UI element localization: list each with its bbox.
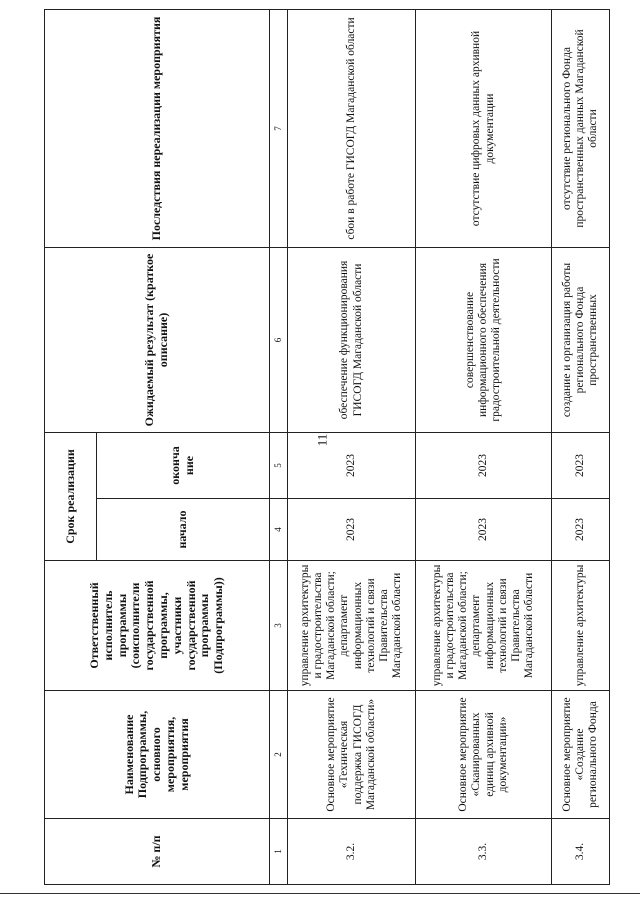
header-name: Наименование Подпрограммы, основного мероприятия, мероприятия [45,691,270,819]
row-executor: управление архитектуры [552,561,610,691]
row-start: 2023 [416,499,552,561]
column-number: 2 [270,691,288,819]
table-row [552,9,610,884]
column-number: 7 [270,9,288,247]
row-executor: управление архитектуры и градостроительства Магаданской области; департамент информационных технологий и связи Правительства Магаданской области [416,561,552,691]
program-table [44,9,610,885]
header-num: № п/п [45,819,270,885]
row-consequences: сбои в работе ГИСОГД Магаданской области [288,9,416,247]
row-name: Основное мероприятие «Техническая поддержка ГИСОГД Магаданской области» [288,691,416,819]
row-consequences: отсутствие регионального Фонда пространственных данных Магаданской области [552,9,610,247]
header-executor: Ответственный исполнитель программы (соисполнители государственной программы, участники государственной программы (Подпрограммы)) [45,561,270,691]
row-num: 3.4. [552,819,610,885]
header-row [45,9,97,884]
page-bottom-rule [0,893,640,894]
table-row [416,9,552,884]
row-start: 2023 [288,499,416,561]
row-num: 3.3. [416,819,552,885]
column-number: 4 [270,499,288,561]
row-end: 2023 [416,432,552,498]
table-row [288,9,416,884]
row-num: 3.2. [288,819,416,885]
header-term-end: оконча ние [97,432,270,498]
row-executor: управление архитектуры и градостроительства Магаданской области; департамент информационных технологий и связи Правительства Магаданской области [288,561,416,691]
rotated-table-container [44,10,609,885]
row-end: 2023 [552,432,610,498]
column-number: 5 [270,432,288,498]
header-consequences: Последствия нереализации мероприятия [45,9,270,247]
column-number: 6 [270,247,288,432]
row-end: 2023 [288,432,416,498]
row-result: совершенствование информационного обеспечения градостроительной деятельности [416,247,552,432]
row-start: 2023 [552,499,610,561]
row-result: создание и организация работы регионального Фонда пространственных [552,247,610,432]
row-result: обеспечение функционирования ГИСОГД Магаданской области [288,247,416,432]
row-name: Основное мероприятие «Создание регионального Фонда [552,691,610,819]
row-name: Основное мероприятие «Сканированных единиц архивной документации» [416,691,552,819]
column-number: 3 [270,561,288,691]
column-number: 1 [270,819,288,885]
column-number-row [270,9,288,884]
header-term-start: начало [97,499,270,561]
header-result: Ожидаемый результат (краткое описание) [45,247,270,432]
row-consequences: отсутствие цифровых данных архивной документации [416,9,552,247]
header-term: Срок реализации [45,432,97,560]
page-number: 11 [314,433,330,447]
